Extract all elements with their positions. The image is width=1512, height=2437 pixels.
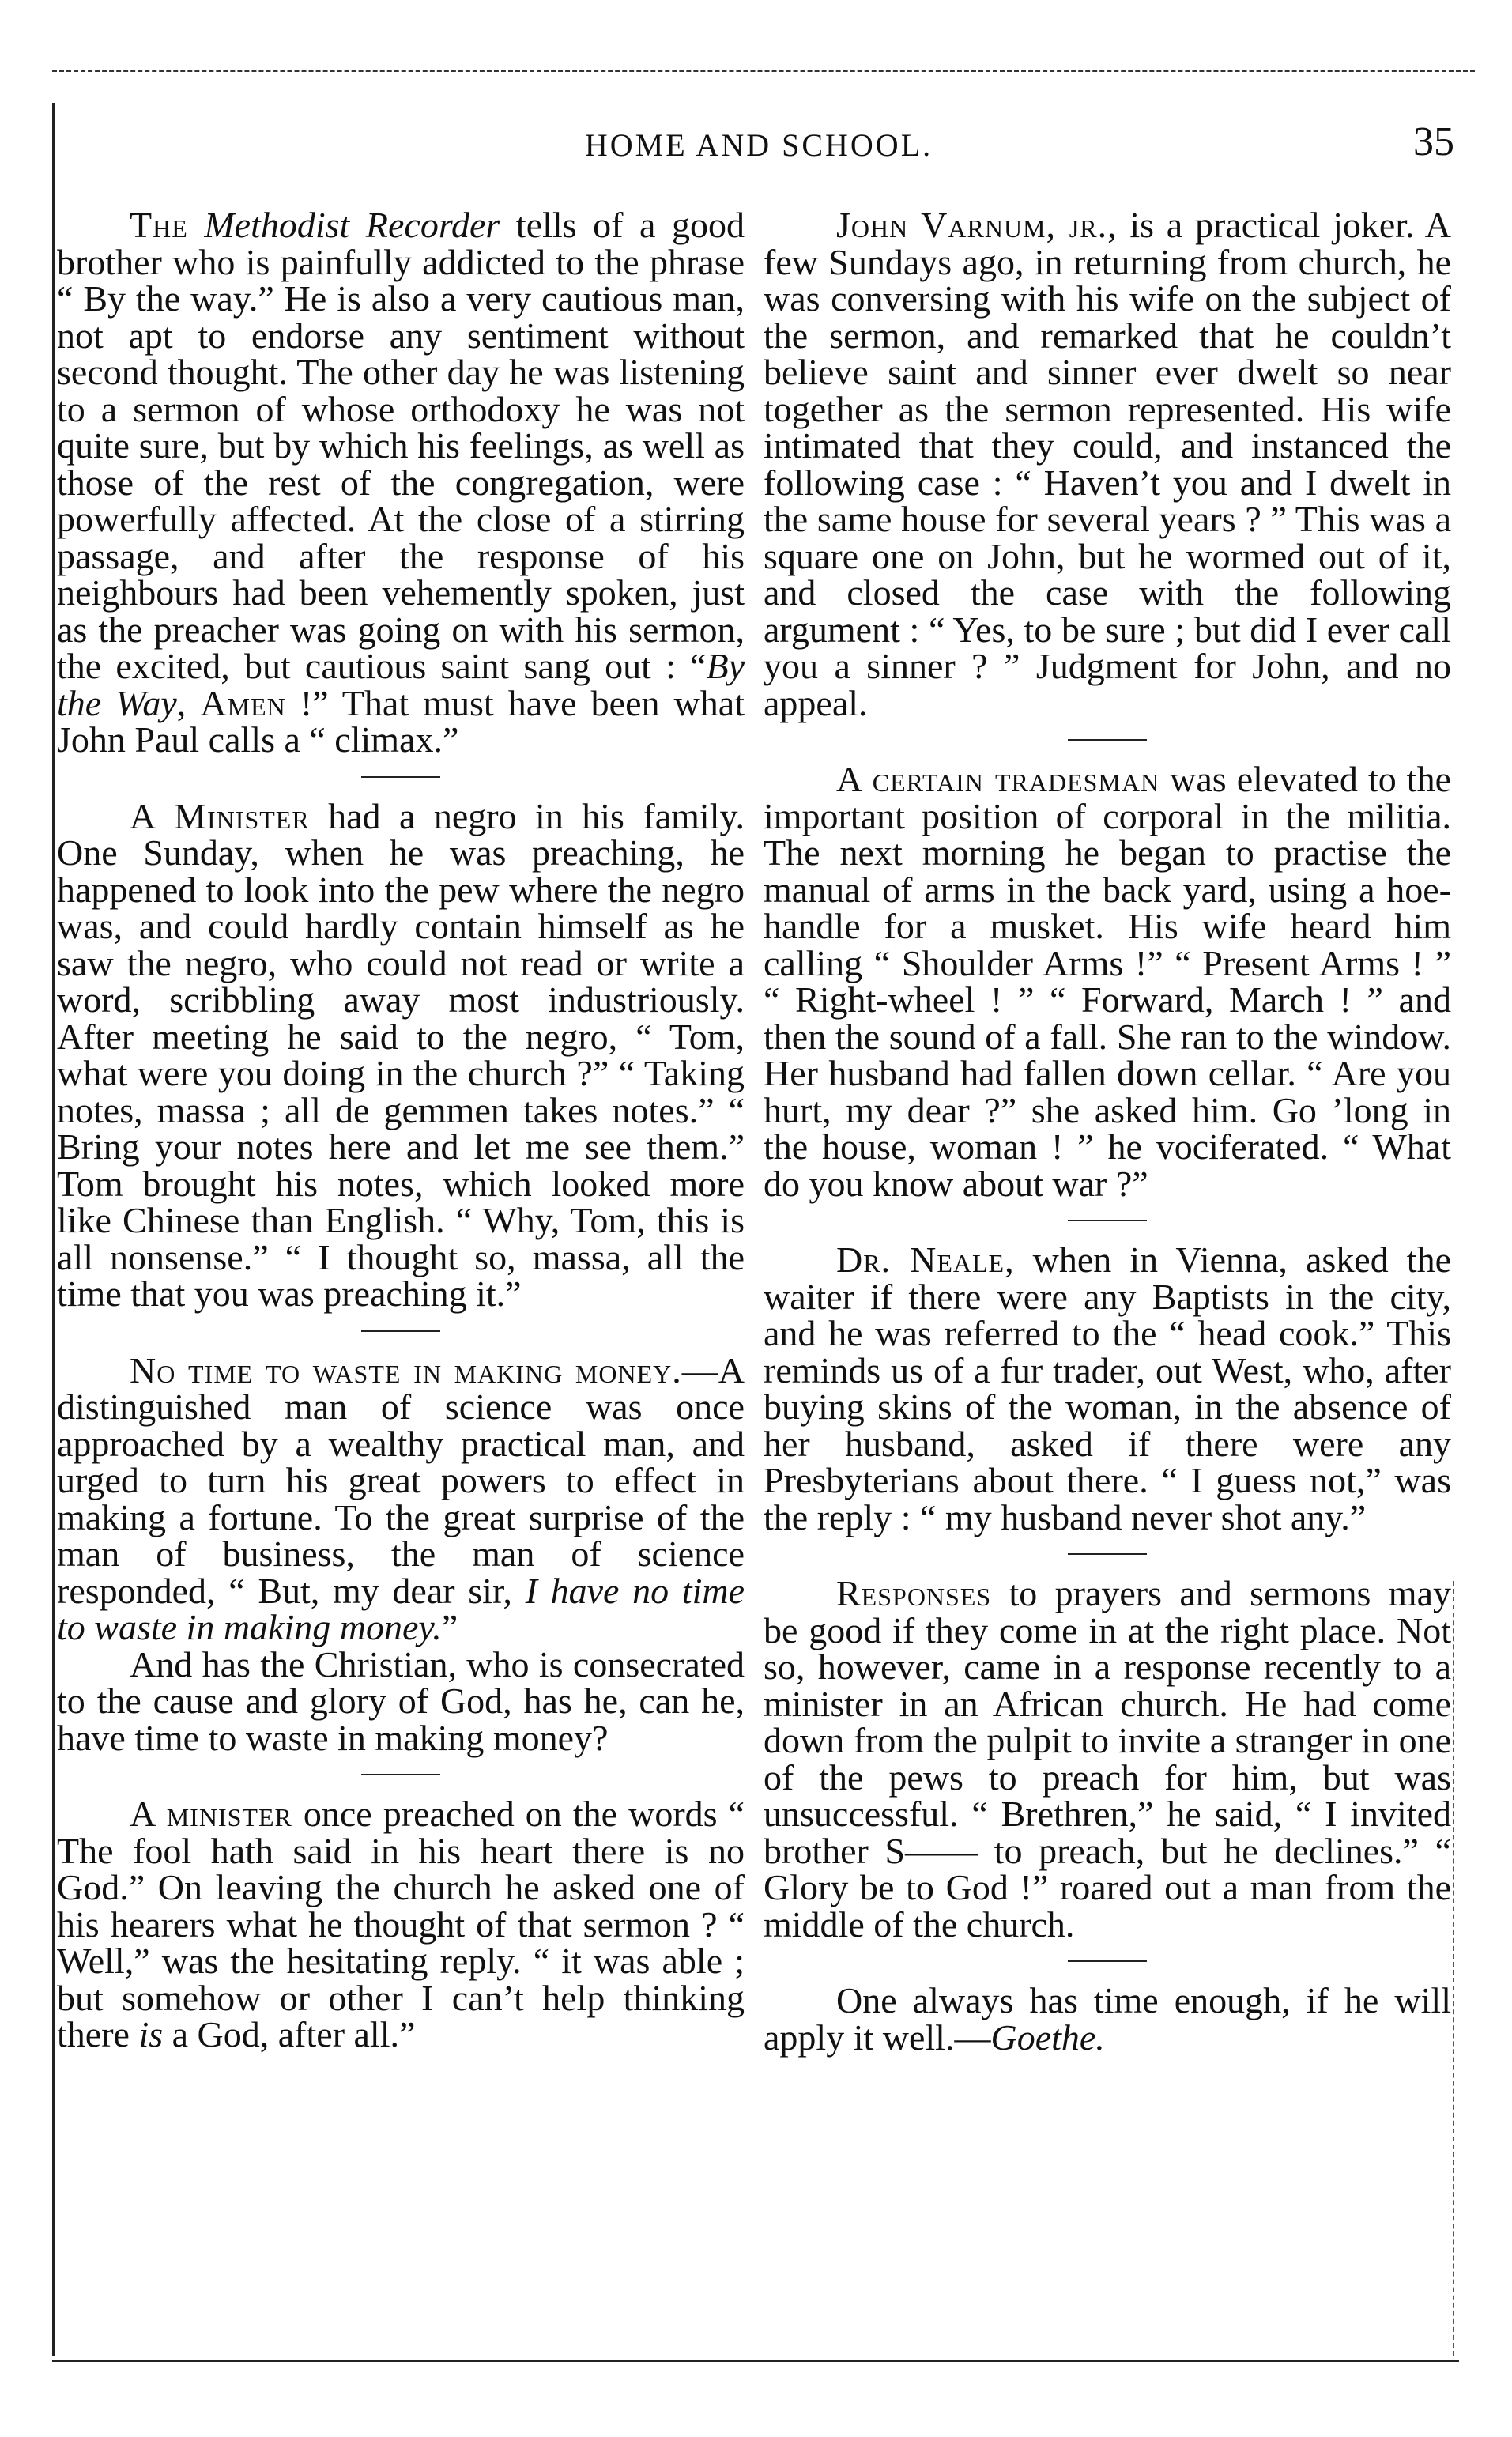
- right-border-rule: [1453, 1581, 1454, 2356]
- paragraph-time-enough: [764, 1982, 1451, 2056]
- author-name: Goethe.: [990, 2016, 1105, 2058]
- paragraph-lead: No time to waste in making money.: [130, 1349, 682, 1390]
- paragraph-no-time-to-waste: [57, 1349, 745, 1647]
- paragraph-text: ”: [441, 1607, 458, 1647]
- paragraph-text: had a negro in his family. One Sunday, when he was preaching, he happened to look into the pew where the negro was, and could hardly contain himself as he saw the negro, who could not read or write a word, scribbling away most industriously. After meeting he said to the negro, “ Tom, what were you doing in the church ?” “ Taking notes, massa ; all de gemmen takes notes.” “ Bring your notes here and let me see them.” Tom brought his notes, which looked more like Chinese than English. “ Why, Tom, this is all nonsense.” “ I thought so, massa, all the time that you was preaching it.”: [57, 795, 745, 1314]
- running-head: HOME AND SCHOOL.: [584, 127, 933, 163]
- right-column: [764, 207, 1451, 2056]
- paragraph-lead: A minister: [130, 1794, 292, 1834]
- paragraph-lead: Responses: [836, 1573, 992, 1613]
- paragraph-minister-negro: [57, 795, 745, 1314]
- section-divider: [361, 1774, 440, 1775]
- page-number: 35: [1413, 119, 1454, 164]
- paragraph-text: was elevated to the important position of corporal in the militia. The next morning he began to practise the manual of arms in the back yard, using a hoe-handle for a musket. His wife heard him calling “ Shoulder Arms !” “ Present Arms ! ” “ Right-wheel ! ” “ Forward, March ! ” and then the sound of a fall. She ran to the window. Her husband had fallen down cellar. “ Are you hurt, my dear ?” she asked him. Go ’long in the house, woman ! ” he vociferated. “ What do you know about war ?”: [764, 759, 1451, 1204]
- paragraph-lead: Dr. Neale,: [836, 1239, 1015, 1280]
- paragraph-text: is a practical joker. A few Sundays ago, in returning from church, he was conversing with his wife on the subject of the sermon, and remarked that he couldn’t believe saint and sinner ever dwelt so near together as the sermon represented. His wife intimated that they could, and instanced the following case : “ Haven’t you and I dwelt in the same house for several years ? ” This was a square one on John, but he wormed out of it, and closed the case with the following argument : “ Yes, to be sure ; but did I ever call you a sinner ? ” Judgment for John, and no appeal.: [764, 205, 1451, 723]
- left-border-rule: [52, 103, 55, 2356]
- paragraph-text: One always has time enough, if he will apply it well.—: [764, 1980, 1451, 2058]
- paragraph-text: !” That must have been what John Paul calls a “ climax.”: [57, 682, 745, 760]
- paragraph-christian-consecrated: [57, 1643, 745, 1758]
- paragraph-text: —A distinguished man of science was once approached by a wealthy practical man, and urged to turn his great powers to effect in making a fortune. To the great surprise of the man of business, the man of science responded, “ But, my dear sir,: [57, 1349, 745, 1611]
- paragraph-responses: [764, 1575, 1451, 1943]
- section-divider: [1068, 1960, 1147, 1962]
- paragraph-lead: A Minister: [130, 795, 310, 836]
- paragraph-text: a God, after all.”: [163, 2014, 416, 2054]
- paragraph-text: tells of a good brother who is painfully addicted to the phrase “ By the way.” He is also a very cautious man, not apt to endorse any sentiment without second thought. The other day he was listening to a sermon of whose orthodoxy he was not quite sure, but by which his feelings, as well as those of the rest of the congregation, were powerfully affected. At the close of a stirring passage, and after the response of his neighbours had been vehemently spoken, just as the preacher was going on with his sermon, the excited, but cautious saint sang out : “: [57, 205, 745, 686]
- section-divider: [1068, 739, 1147, 741]
- italic-word: is: [138, 2014, 164, 2054]
- section-divider: [1068, 1220, 1147, 1221]
- paragraph-lead: John Varnum, jr.,: [836, 205, 1118, 245]
- paragraph-text: once preached on the words “ The fool hath said in his heart there is no God.” On leaving the church he asked one of his hearers what he thought of that sermon ? “ Well,” was the hesitating reply. “ it was able ; but somehow or other I can’t help thinking there: [57, 1794, 745, 2054]
- italic-quote: I have no time to waste in making money.: [57, 1570, 745, 1647]
- paragraph-certain-tradesman: [764, 761, 1451, 1202]
- paragraph-fool-hath-said: [57, 1796, 745, 2054]
- page-header: [63, 119, 1454, 166]
- left-column: [57, 207, 745, 2054]
- paragraph-john-varnum: [764, 207, 1451, 722]
- section-divider: [361, 1330, 440, 1332]
- paragraph-lead: The: [130, 205, 188, 245]
- italic-quote: By the Way: [57, 646, 745, 723]
- amen-word: Amen: [200, 682, 286, 723]
- paragraph-text: to prayers and sermons may be good if they come in at the right place. Not so, however, came in a response recently to a minister in an African church. He had come down from the pulpit to invite a stranger in one of the pews to preach for him, but was unsuccessful. “ Brethren,” he said, “ I invited brother S—— to preach, but he declines.” “ Glory be to God !” roared out a man from the middle of the church.: [764, 1573, 1451, 1945]
- paragraph-text: when in Vienna, asked the waiter if there were any Baptists in the city, and he was referred to the “ head cook.” This reminds us of a fur trader, out West, who, after buying skins of the woman, in the absence of her husband, asked if there were any Presbyterians about there. “ I guess not,” was the reply : “ my husband never shot any.”: [764, 1239, 1451, 1537]
- section-divider: [361, 776, 440, 778]
- paragraph-text: And has the Christian, who is consecrated to the cause and glory of God, has he, can he, have time to waste in making money?: [57, 1643, 745, 1758]
- section-divider: [1068, 1553, 1147, 1555]
- top-border-rule: [52, 70, 1475, 72]
- paragraph-lead: A certain tradesman: [836, 759, 1160, 799]
- paragraph-dr-neale: [764, 1239, 1451, 1537]
- paragraph-text: ,: [176, 682, 201, 723]
- paragraph-methodist-recorder: [57, 207, 745, 759]
- publication-title: Methodist Recorder: [204, 205, 500, 245]
- bottom-border-rule: [52, 2360, 1459, 2362]
